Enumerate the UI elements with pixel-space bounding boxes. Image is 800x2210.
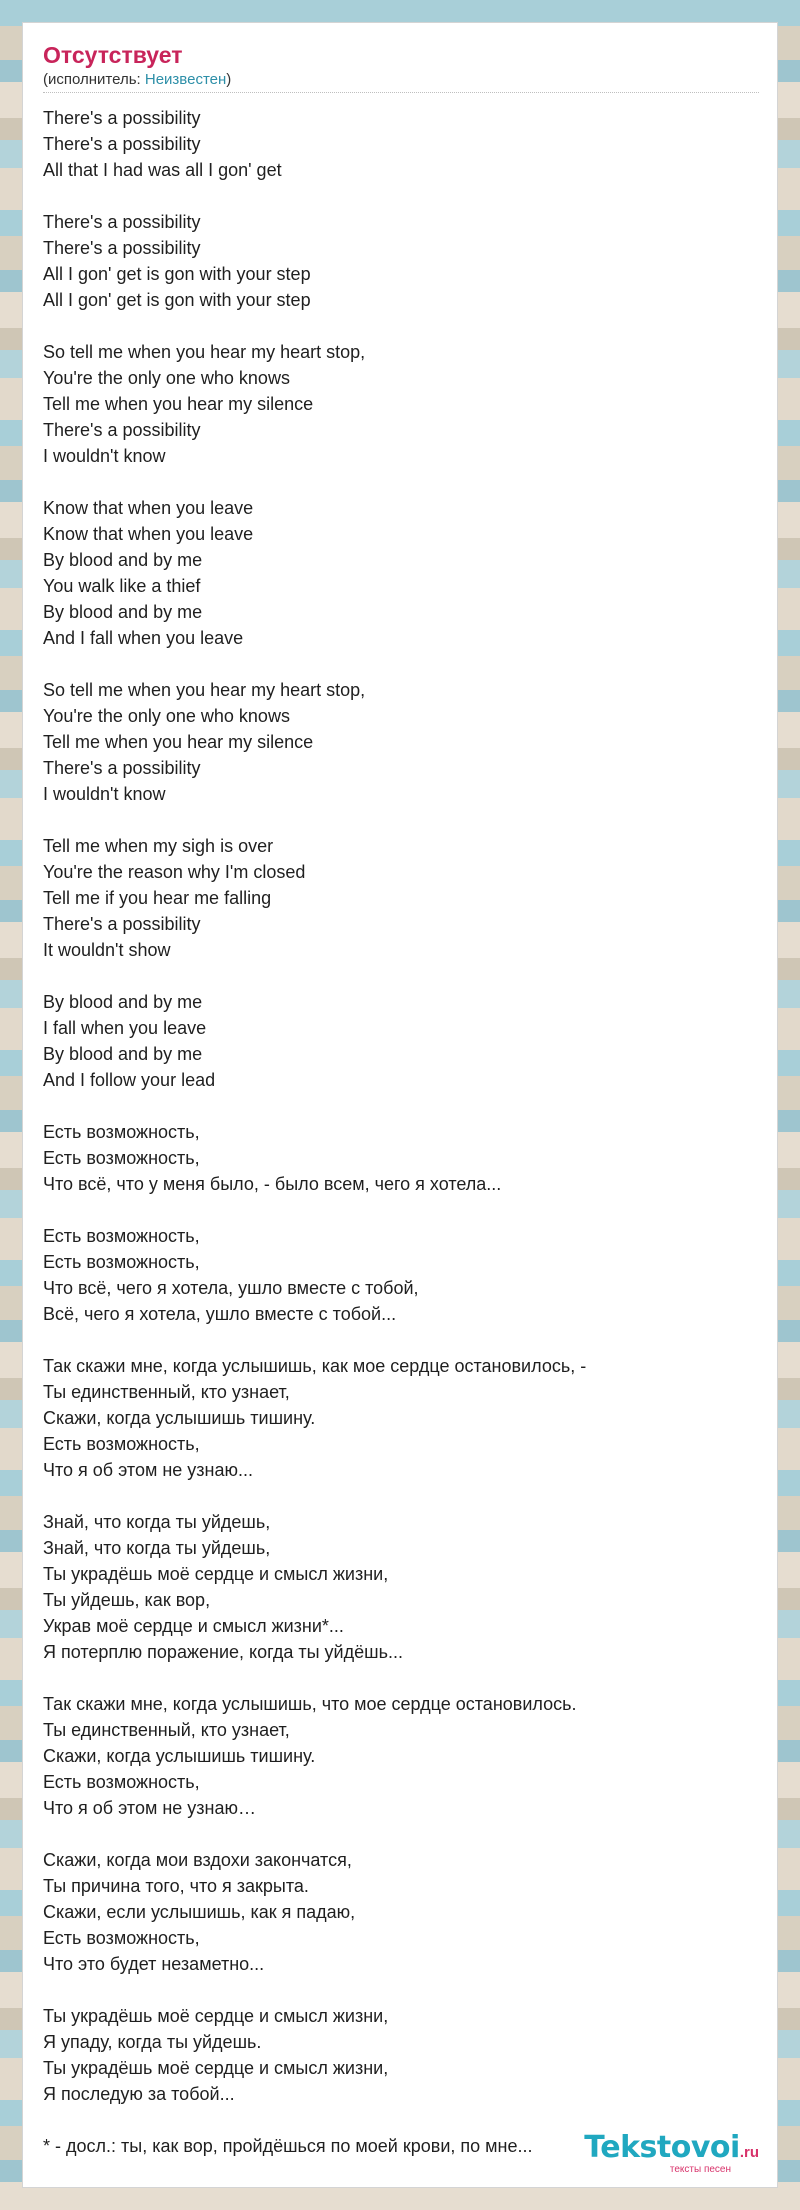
lyrics-line: There's a possibility bbox=[43, 212, 201, 232]
lyrics-stanza bbox=[43, 677, 759, 807]
lyrics-line: Ты единственный, кто узнает, bbox=[43, 1382, 290, 1402]
lyrics-line: Так скажи мне, когда услышишь, что мое сердце остановилось. bbox=[43, 1694, 577, 1714]
lyrics-line: Tell me if you hear me falling bbox=[43, 888, 272, 908]
lyrics-line: I wouldn't know bbox=[43, 784, 166, 804]
lyrics-line: There's a possibility bbox=[43, 134, 201, 154]
lyrics-line: There's a possibility bbox=[43, 758, 201, 778]
lyrics-line: Tell me when my sigh is over bbox=[43, 836, 274, 856]
lyrics-line: Есть возможность, bbox=[43, 1928, 200, 1948]
lyrics-line: Я последую за тобой... bbox=[43, 2084, 235, 2104]
artist-suffix: ) bbox=[226, 71, 232, 88]
lyrics-line: Всё, чего я хотела, ушло вместе с тобой... bbox=[43, 1304, 397, 1324]
lyrics-line: Tell me when you hear my silence bbox=[43, 732, 314, 752]
lyrics-line: Знай, что когда ты уйдешь, bbox=[43, 1512, 271, 1532]
lyrics-line: Что я об этом не узнаю… bbox=[43, 1798, 256, 1818]
song-title: Отсутствует bbox=[43, 42, 183, 68]
lyrics-line: Я упаду, когда ты уйдешь. bbox=[43, 2032, 262, 2052]
lyrics-line: You're the only one who knows bbox=[43, 368, 290, 388]
lyrics-line: And I fall when you leave bbox=[43, 628, 244, 648]
stanza-list bbox=[43, 105, 759, 2107]
lyrics-line: There's a possibility bbox=[43, 108, 201, 128]
lyrics-line: Что всё, чего я хотела, ушло вместе с тобой, bbox=[43, 1278, 419, 1298]
lyrics-line: There's a possibility bbox=[43, 914, 201, 934]
lyrics-line: Что это будет незаметно... bbox=[43, 1954, 265, 1974]
lyrics-line: Есть возможность, bbox=[43, 1226, 200, 1246]
lyrics-line: And I follow your lead bbox=[43, 1070, 216, 1090]
lyrics-line: There's a possibility bbox=[43, 420, 201, 440]
lyrics-line: Ты причина того, что я закрыта. bbox=[43, 1876, 309, 1896]
lyrics-line: Скажи, если услышишь, как я падаю, bbox=[43, 1902, 356, 1922]
lyrics-line: I fall when you leave bbox=[43, 1018, 207, 1038]
lyrics-line: Know that when you leave bbox=[43, 524, 254, 544]
lyrics-line: All I gon' get is gon with your step bbox=[43, 264, 311, 284]
song-header bbox=[43, 41, 759, 93]
artist-prefix: (исполнитель: bbox=[43, 71, 145, 88]
lyrics-line: Есть возможность, bbox=[43, 1252, 200, 1272]
logo-tagline: тексты песен bbox=[669, 2164, 731, 2175]
lyrics-line: Украв моё сердце и смысл жизни*... bbox=[43, 1616, 344, 1636]
lyrics-stanza bbox=[43, 1847, 759, 1977]
lyrics-stanza bbox=[43, 1223, 759, 1327]
lyrics-line: Tell me when you hear my silence bbox=[43, 394, 314, 414]
lyrics-line: It wouldn't show bbox=[43, 940, 171, 960]
artist-link[interactable]: Неизвестен bbox=[144, 71, 227, 88]
lyrics-line: Скажи, когда мои вздохи закончатся, bbox=[43, 1850, 352, 1870]
lyrics-line: Есть возможность, bbox=[43, 1122, 200, 1142]
lyrics-stanza bbox=[43, 1119, 759, 1197]
lyrics-stanza bbox=[43, 1691, 759, 1821]
lyrics-line: Так скажи мне, когда услышишь, как мое сердце остановилось, - bbox=[43, 1356, 587, 1376]
lyrics-line: Know that when you leave bbox=[43, 498, 254, 518]
lyrics-line: By blood and by me bbox=[43, 992, 203, 1012]
lyrics-stanza bbox=[43, 2003, 759, 2107]
lyrics-line: There's a possibility bbox=[43, 238, 201, 258]
lyrics-line: You walk like a thief bbox=[43, 576, 201, 596]
lyrics-stanza bbox=[43, 209, 759, 313]
lyrics-line: By blood and by me bbox=[43, 550, 203, 570]
lyrics-stanza bbox=[43, 989, 759, 1093]
lyrics-line: Я потерплю поражение, когда ты уйдёшь... bbox=[43, 1642, 403, 1662]
lyrics-line: You're the reason why I'm closed bbox=[43, 862, 306, 882]
lyrics-line: Скажи, когда услышишь тишину. bbox=[43, 1408, 316, 1428]
lyrics-line: All that I had was all I gon' get bbox=[43, 160, 282, 180]
lyrics-stanza bbox=[43, 833, 759, 963]
lyrics-stanza bbox=[43, 1353, 759, 1483]
lyrics-line: By blood and by me bbox=[43, 602, 203, 622]
lyrics-line: Скажи, когда услышишь тишину. bbox=[43, 1746, 316, 1766]
lyrics-line: Ты украдёшь моё сердце и смысл жизни, bbox=[43, 2006, 389, 2026]
lyrics-line: I wouldn't know bbox=[43, 446, 166, 466]
lyrics-line: Ты единственный, кто узнает, bbox=[43, 1720, 290, 1740]
lyrics-line: Что я об этом не узнаю... bbox=[43, 1460, 253, 1480]
footnote: * - досл.: ты, как вор, пройдёшься по моей крови, по мне... bbox=[43, 2136, 533, 2156]
lyrics-line: All I gon' get is gon with your step bbox=[43, 290, 311, 310]
lyrics-line: So tell me when you hear my heart stop, bbox=[43, 342, 366, 362]
lyrics-line: Ты уйдешь, как вор, bbox=[43, 1590, 211, 1610]
artist-line bbox=[43, 71, 759, 93]
lyrics-stanza bbox=[43, 495, 759, 651]
site-logo[interactable] bbox=[584, 2130, 759, 2175]
lyrics-line: Есть возможность, bbox=[43, 1148, 200, 1168]
lyrics-line: Есть возможность, bbox=[43, 1434, 200, 1454]
logo-name: Tekstovoi bbox=[584, 2130, 740, 2165]
lyrics-line: So tell me when you hear my heart stop, bbox=[43, 680, 366, 700]
lyrics-stanza bbox=[43, 105, 759, 183]
logo-tld: .ru bbox=[739, 2144, 759, 2161]
lyrics-line: Знай, что когда ты уйдешь, bbox=[43, 1538, 271, 1558]
lyrics-line: Ты украдёшь моё сердце и смысл жизни, bbox=[43, 1564, 389, 1584]
lyrics-line: By blood and by me bbox=[43, 1044, 203, 1064]
lyrics-line: Ты украдёшь моё сердце и смысл жизни, bbox=[43, 2058, 389, 2078]
lyrics-line: You're the only one who knows bbox=[43, 706, 290, 726]
lyrics-card bbox=[22, 22, 778, 2188]
lyrics-line: Есть возможность, bbox=[43, 1772, 200, 1792]
lyrics-stanza bbox=[43, 1509, 759, 1665]
lyrics-body bbox=[43, 105, 759, 2159]
lyrics-line: Что всё, что у меня было, - было всем, чего я хотела... bbox=[43, 1174, 502, 1194]
lyrics-stanza bbox=[43, 339, 759, 469]
